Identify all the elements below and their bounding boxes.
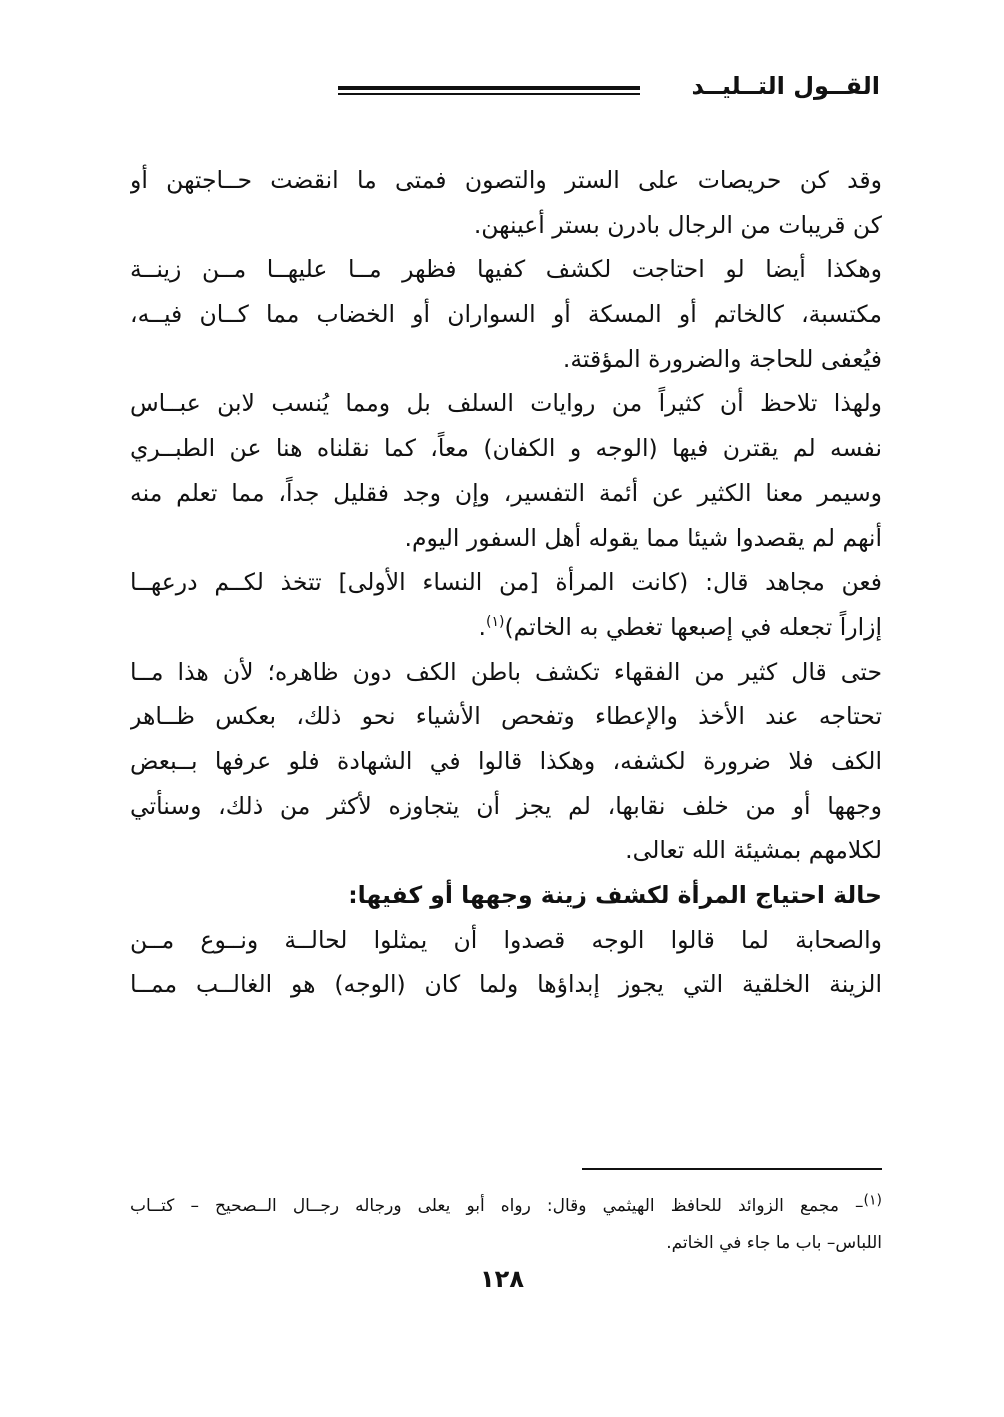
body-line-text: تحتاجه عند الأخذ والإعطاء وتفحص الأشياء نحو ذلك، بعكس ظــاهر xyxy=(130,702,882,731)
body-line xyxy=(130,337,882,382)
body-line xyxy=(130,471,882,516)
body-line-text: إزاراً تجعله في إصبعها تغطي به الخاتم) xyxy=(504,612,882,641)
body-line-text: الكف فلا ضرورة لكشفه، وهكذا قالوا في الشهادة فلو عرفها بــبعض xyxy=(130,746,882,775)
body-line xyxy=(130,426,882,471)
footnote-line xyxy=(130,1225,882,1262)
body-line-text: حالة احتياج المرأة لكشف زينة وجهها أو كفيها: xyxy=(348,881,882,909)
body-line xyxy=(130,918,882,963)
body-line xyxy=(130,203,882,248)
body-line xyxy=(130,828,882,873)
body-line xyxy=(130,516,882,561)
footnote-reference[interactable]: (١) xyxy=(486,614,505,631)
header-rule-thin xyxy=(338,93,640,95)
body-line-text: مكتسبة، كالخاتم أو المسكة أو السواران أو الخضاب مما كــان فيــه، xyxy=(130,300,882,329)
body-line-text: حتى قال كثير من الفقهاء تكشف باطن الكف دون ظاهره؛ لأن هذا مــا xyxy=(130,657,882,686)
body-line xyxy=(130,247,882,292)
body-text xyxy=(130,158,882,1007)
body-line-text: وقد كن حريصات على الستر والتصون فمتى ما انقضت حــاجتهن أو xyxy=(130,166,882,194)
footnote-marker: (١) xyxy=(863,1192,882,1209)
body-line-text: لكلامهم بمشيئة الله تعالى. xyxy=(625,836,882,865)
header-title: القــول التــليــد xyxy=(691,72,880,100)
body-line xyxy=(130,739,882,784)
body-line-text: نفسه لم يقترن فيها (الوجه و الكفان) معاً، كما نقلناه هنا عن الطبــري xyxy=(130,434,882,463)
body-line-text: وجهها أو من خلف نقابها، لم يجز أن يتجاوزه لأكثر من ذلك، وسنأتي xyxy=(130,791,882,820)
section-heading xyxy=(130,873,882,918)
body-line xyxy=(130,605,882,650)
footnote-text: – مجمع الزوائد للحافظ الهيثمي وقال: رواه أبو يعلى ورجاله رجــال الــصحيح – كتــاب xyxy=(130,1196,864,1216)
running-header xyxy=(128,70,880,110)
body-line xyxy=(130,650,882,695)
footnote-line xyxy=(130,1188,882,1225)
body-line-text: فيُعفى للحاجة والضرورة المؤقتة. xyxy=(562,344,882,373)
footnote-text: اللباس– باب ما جاء في الخاتم. xyxy=(666,1233,882,1253)
punctuation: . xyxy=(478,612,487,641)
footnotes xyxy=(130,1188,882,1262)
body-line-text: فعن مجاهد قال: (كانت المرأة [من النساء الأولى] تتخذ لكــم درعهــا xyxy=(130,568,882,597)
page-number: ١٢٨ xyxy=(480,1265,524,1293)
body-line xyxy=(130,784,882,829)
body-line xyxy=(130,158,882,203)
body-line xyxy=(130,381,882,426)
body-line-text: والصحابة لما قالوا الوجه قصدوا أن يمثلوا لحالــة ونــوع مــن xyxy=(130,925,882,954)
body-line-text: وهكذا أيضا لو احتاجت لكشف كفيها فظهر مــا عليهــا مــن زينــة xyxy=(130,255,882,284)
body-line-text: الزينة الخلقية التي يجوز إبداؤها ولما كان (الوجه) هو الغالــب ممــا xyxy=(130,970,882,999)
body-line-text: أنهم لم يقصدوا شيئا مما يقوله أهل السفور اليوم. xyxy=(404,523,882,552)
body-line-text: كن قريبات من الرجال بادرن بستر أعينهن. xyxy=(473,210,882,239)
body-line-text: وسيمر معنا الكثير عن أئمة التفسير، وإن وجد فقليل جداً، مما تعلم منه xyxy=(130,478,882,507)
body-line xyxy=(130,560,882,605)
header-rule xyxy=(338,86,640,90)
body-line xyxy=(130,292,882,337)
body-line xyxy=(130,694,882,739)
body-line-text: ولهذا تلاحظ أن كثيراً من روايات السلف بل ومما يُنسب لابن عبــاس xyxy=(130,389,882,418)
footnote-separator xyxy=(582,1168,882,1170)
body-line xyxy=(130,962,882,1007)
